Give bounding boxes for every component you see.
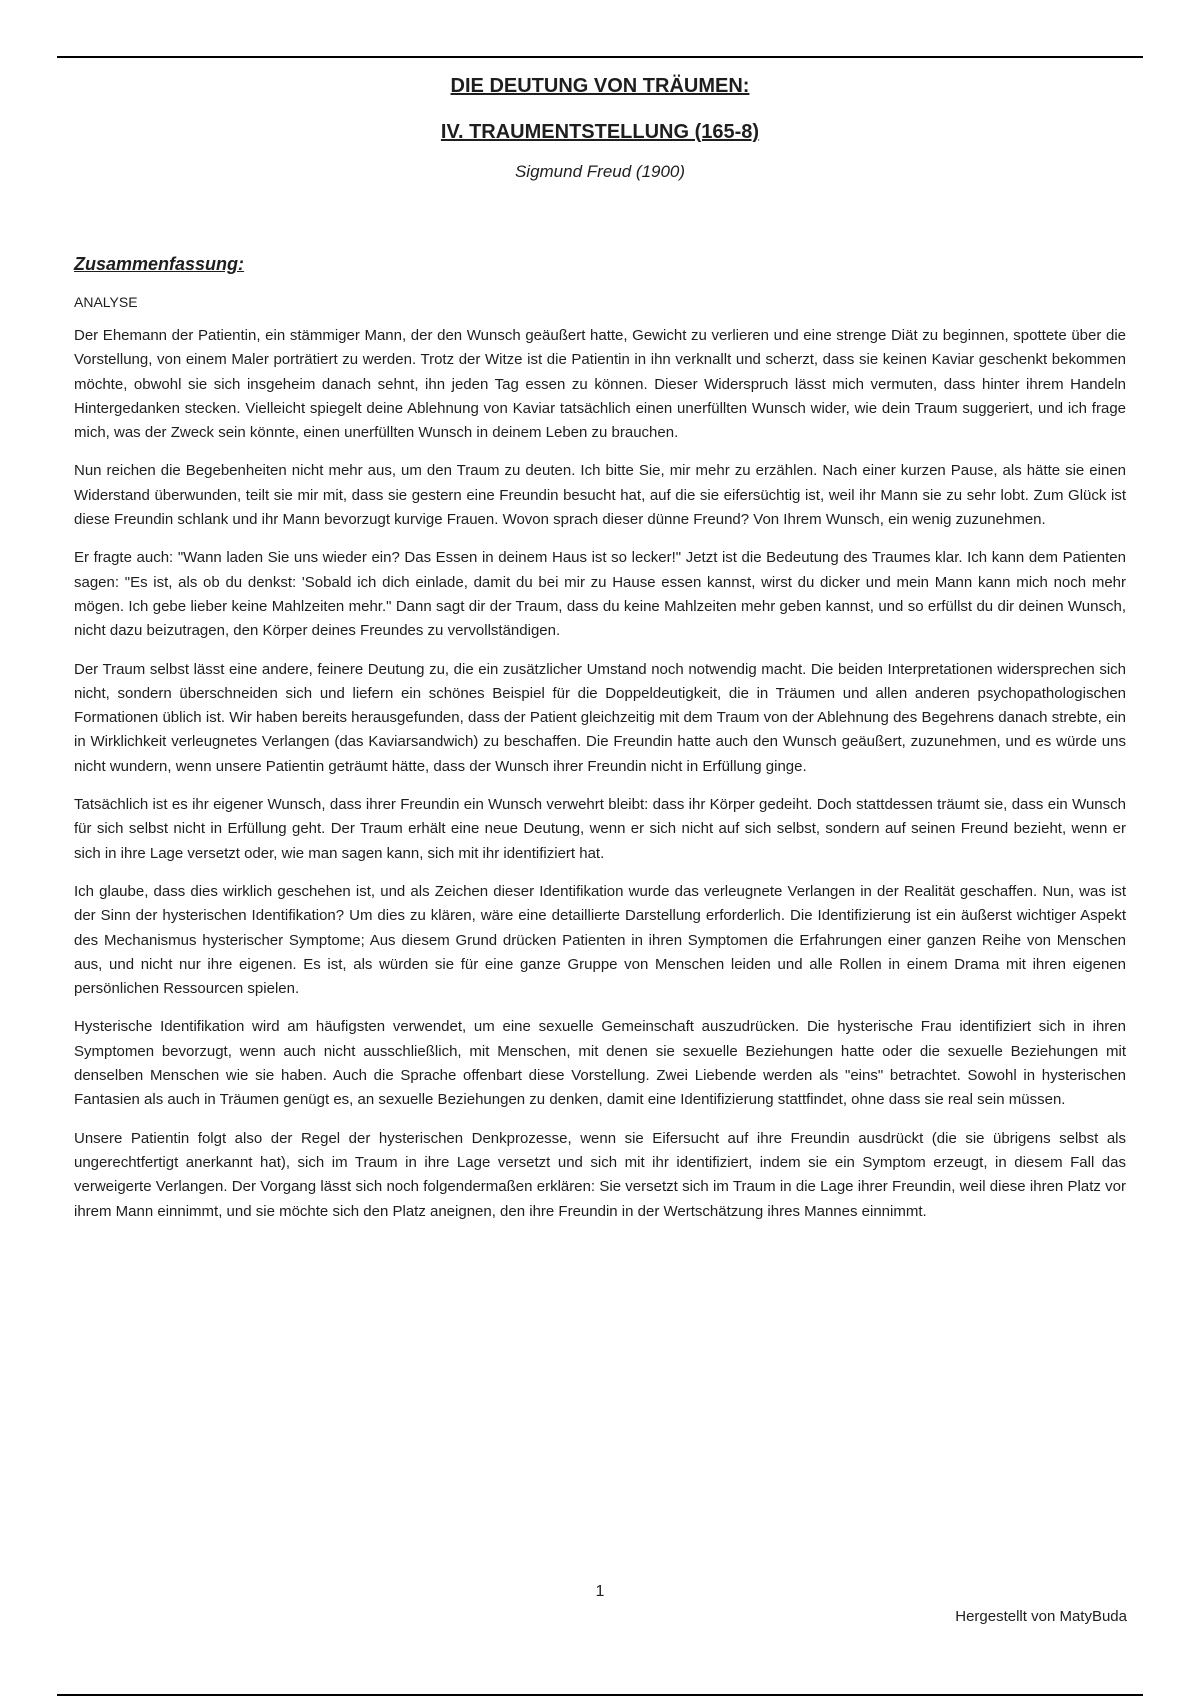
author-line: Sigmund Freud (1900): [514, 162, 686, 181]
analysis-label: ANALYSE: [74, 294, 138, 310]
paragraph: Der Traum selbst lässt eine andere, feinere Deutung zu, die ein zusätzlicher Umstand noch notwendig macht. Die beiden Interpretationen widersprechen sich nicht, sondern überschneiden sich und liefern ein schönes Beispiel für die Doppeldeutigkeit, die in Träumen und allen anderen psychopathologischen Formationen üblich ist. Wir haben bereits herausgefunden, dass der Patient gleichzeitig mit dem Traum von der Ablehnung des Begehrens danach strebte, ein in Wirklichkeit verleugnetes Verlangen (das Kaviarsandwich) zu beschaffen. Die Freundin hatte auch den Wunsch geäußert, zuzunehmen, und es würde uns nicht wundern, wenn unsere Patientin geträumt hätte, dass der Wunsch ihrer Freundin nicht in Erfüllung ginge.: [74, 660, 1126, 775]
paragraph: Tatsächlich ist es ihr eigener Wunsch, dass ihrer Freundin ein Wunsch verwehrt bleibt: dass ihr Körper gedeiht. Doch stattdessen träumt sie, dass ein Wunsch für sich selbst nicht in Erfüllung geht. Der Traum erhält eine neue Deutung, wenn er sich nicht auf sich selbst, sondern auf seinen Freund bezieht, wenn er sich in ihre Lage versetzt oder, wie man sagen kann, sich mit ihr identifiziert hat.: [74, 796, 1126, 862]
paragraph: Hysterische Identifikation wird am häufigsten verwendet, um eine sexuelle Gemeinschaft auszudrücken. Die hysterische Frau identifiziert sich in ihren Symptomen bevorzugt, wenn auch nicht ausschließlich, mit Menschen, mit denen sie sexuelle Beziehungen hatte oder die sexuelle Beziehungen mit denselben Menschen wie sie haben. Auch die Sprache offenbart diese Vorstellung. Zwei Liebende werden als "eins" betrachtet. Sowohl in hysterischen Fantasien als auch in Träumen genügt es, an sexuelle Beziehungen zu denken, damit eine Identifizierung stattfindet, ohne dass sie real sein müssen.: [74, 1018, 1126, 1109]
paragraph: Nun reichen die Begebenheiten nicht mehr aus, um den Traum zu deuten. Ich bitte Sie, mir mehr zu erzählen. Nach einer kurzen Pause, als hätte sie einen Widerstand überwunden, teilt sie mir mit, dass sie gestern eine Freundin besucht hat, auf die sie eifersüchtig ist, weil ihr Mann sie zu sehr lobt. Zum Glück ist diese Freundin schlank und ihr Mann bevorzugt kurvige Frauen. Wovon sprach dieser dünne Freund? Von Ihrem Wunsch, ein wenig zuzunehmen.: [74, 462, 1126, 529]
paragraph: Der Ehemann der Patientin, ein stämmiger Mann, der den Wunsch geäußert hatte, Gewicht zu verlieren und eine strenge Diät zu beginnen, spottete über die Vorstellung, von einem Maler porträtiert zu werden. Trotz der Witze ist die Patientin in ihn verknallt und scherzt, dass sie keinen Kaviar geschenkt bekommen möchte, obwohl sie sich insgeheim danach sehnt, ihn jeden Tag essen zu können. Dieser Widerspruch lässt mich vermuten, dass hinter ihrem Handeln Hintergedanken stecken. Vielleicht spiegelt deine Ablehnung von Kaviar tatsächlich einen unerfüllten Wunsch wider, wie dein Traum suggeriert, und ich frage mich, was der Zweck sein könnte, einen unerfüllten Wunsch in deinem Leben zu brauchen.: [74, 327, 1126, 442]
chapter-title: IV. TRAUMENTSTELLUNG (165-8): [440, 121, 760, 143]
paragraph: Ich glaube, dass dies wirklich geschehen ist, und als Zeichen dieser Identifikation wurde das verleugnete Verlangen in der Realität geschaffen. Nun, was ist der Sinn der hysterischen Identifikation? Um dies zu klären, wäre eine detaillierte Darstellung erforderlich. Die Identifizierung ist ein äußerst wichtiger Aspekt des Mechanismus hysterischer Symptome; Aus diesem Grund drücken Patienten in ihren Symptomen die Erfahrungen einer ganzen Reihe von Menschen aus, und nicht nur ihre eigenen. Es ist, als würden sie für eine ganze Gruppe von Menschen leiden und alle Rollen in einem Drama mit ihren eigenen persönlichen Ressourcen spielen.: [74, 882, 1126, 998]
page-number: 1: [595, 1583, 605, 1600]
paragraph: Er fragte auch: "Wann laden Sie uns wieder ein? Das Essen in deinem Haus ist so lecker!" Jetzt ist die Bedeutung des Traumes klar. Ich kann dem Patienten sagen: "Es ist, als ob du denkst: 'Sobald ich dich einlade, damit du bei mir zu Hause essen kannst, wirst du dicker und mein Mann kann mich noch mehr mögen. Ich gebe lieber keine Mahlzeiten mehr." Dann sagt dir der Traum, dass du keine Mahlzeiten mehr geben kannst, und so erfüllst du dir deinen Wunsch, nicht dazu beizutragen, den Körper deines Freundes zu vervollständigen.: [74, 549, 1126, 640]
credit-line: Hergestellt von MatyBuda: [955, 1608, 1127, 1625]
top-rule: [57, 56, 1143, 58]
document-title: DIE DEUTUNG VON TRÄUMEN:: [450, 75, 750, 97]
bottom-rule: [57, 1694, 1143, 1696]
paragraph: Unsere Patientin folgt also der Regel der hysterischen Denkprozesse, wenn sie Eifersucht auf ihre Freundin ausdrückt (die sie übrigens selbst als ungerechtfertigt anerkannt hat), sich im Traum in ihre Lage versetzt und sich mit ihr identifiziert, indem sie ein Symptom erzeugt, in diesem Fall das verweigerte Verlangen. Der Vorgang lässt sich noch folgendermaßen erklären: Sie versetzt sich im Traum in die Lage ihrer Freundin, weil diese ihren Platz vor ihrem Mann einnimmt, und sie möchte sich den Platz aneignen, den ihre Freundin in der Wertschätzung ihres Mannes einnimmt.: [74, 1129, 1126, 1220]
summary-heading: Zusammenfassung:: [74, 254, 245, 274]
document-header: [0, 72, 1200, 184]
summary-section: [74, 252, 1126, 1238]
